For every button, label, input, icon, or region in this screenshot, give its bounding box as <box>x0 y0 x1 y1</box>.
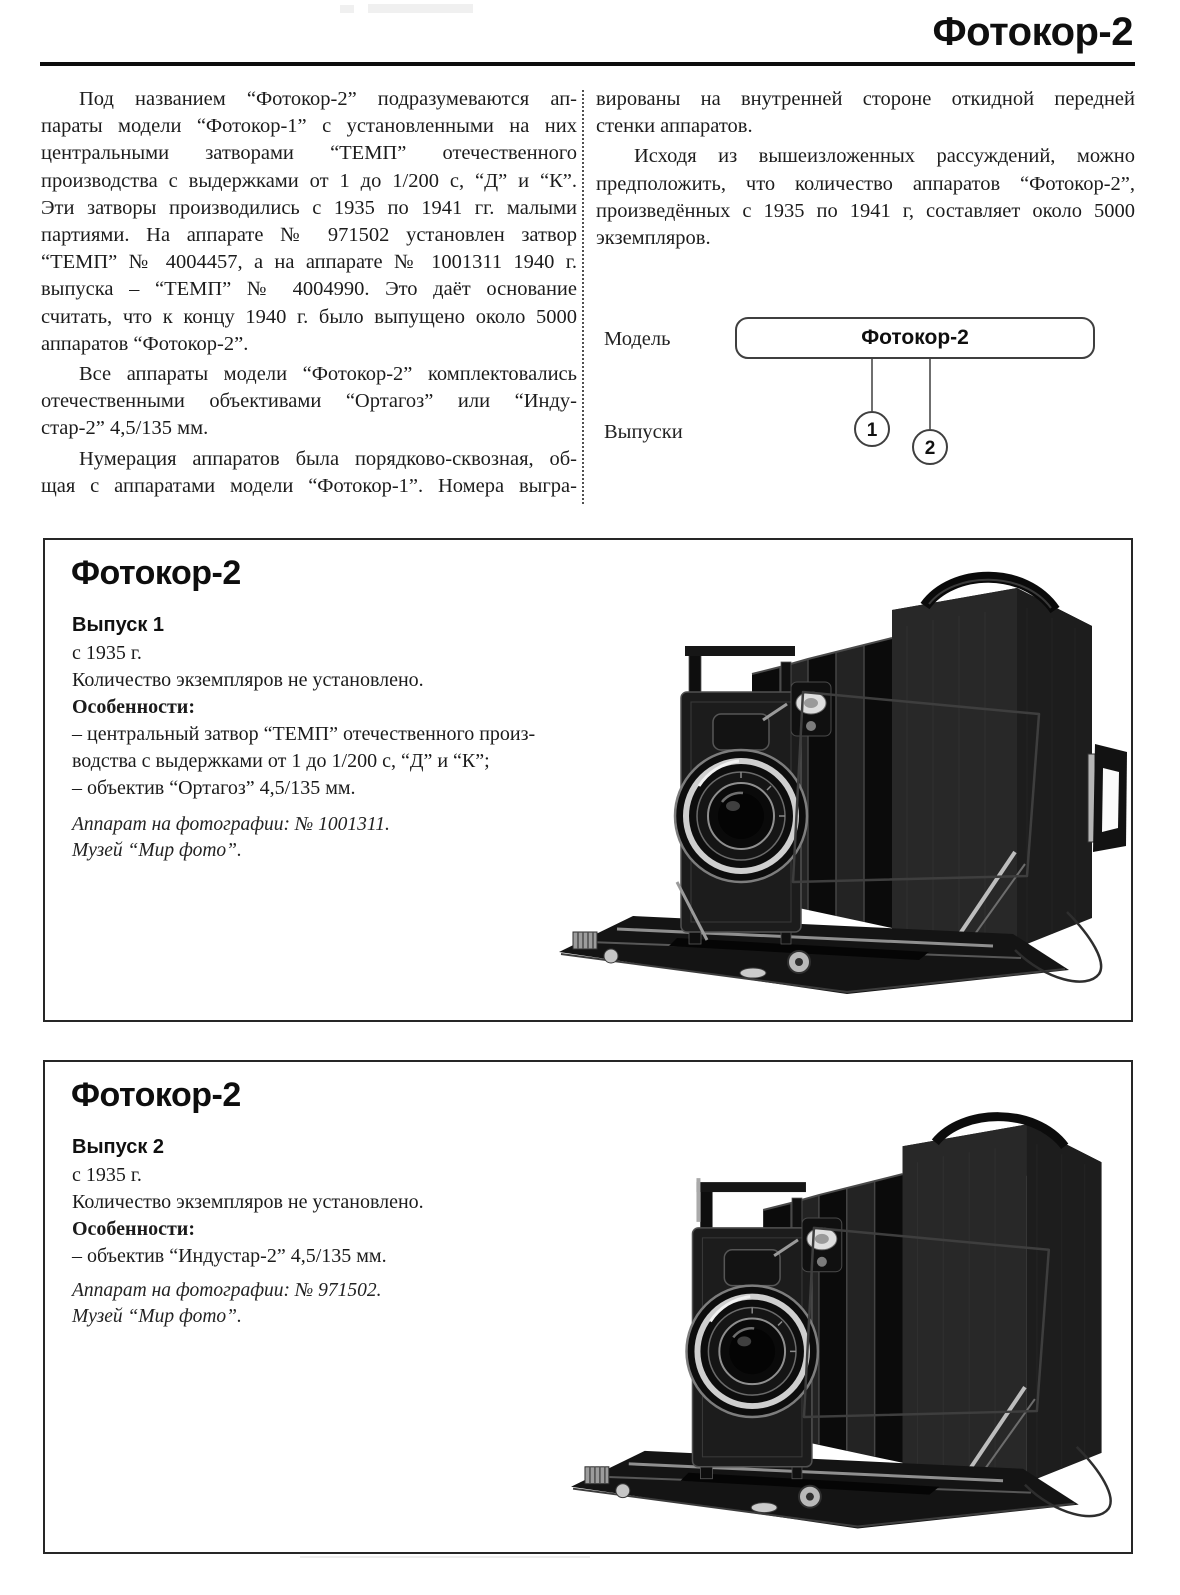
paragraph <box>596 143 1135 252</box>
caption-line: Музей “Мир фото”. <box>72 1306 242 1327</box>
feature-line: – центральный затвор “ТЕМП” отечественного произ- <box>72 723 536 745</box>
text-line: отечественными объективами “Ортагоз” или “Инду- <box>41 390 577 413</box>
article-right-column <box>596 86 1135 255</box>
text-line: стенки аппаратов. <box>596 115 753 138</box>
feature-line: водства с выдержками от 1 до 1/200 с, “Д” и “К”; <box>72 750 490 772</box>
text-line: щая с аппаратами модели “Фотокор-1”. Номера выгра- <box>41 474 577 497</box>
camera-photo-2 <box>563 1070 1129 1546</box>
text-line: аппаратов “Фотокор-2”. <box>41 332 249 355</box>
column-divider <box>582 90 584 504</box>
issue-subtitle: Выпуск 2 <box>72 1136 165 1158</box>
issue-subtitle: Выпуск 1 <box>72 614 165 636</box>
text-line: производства с выдержками от 1 до 1/200 с, “Д” и “К”. <box>41 169 577 192</box>
text-line: центральными затворами “ТЕМП” отечественного <box>41 142 577 165</box>
text-line: считать, что к концу 1940 г. было выпущено около 5000 <box>41 305 577 328</box>
box-title: Фотокор-2 <box>71 554 241 592</box>
text-line: вированы на внутренней стороне откидной передней <box>596 88 1135 110</box>
box-title: Фотокор-2 <box>71 1076 241 1114</box>
scan-smudge <box>340 5 354 13</box>
camera-photo-1 <box>547 546 1127 1012</box>
paragraph <box>41 446 577 500</box>
scan-smudge <box>300 1556 590 1558</box>
paragraph <box>41 86 577 358</box>
features-label: Особенности: <box>72 1218 195 1240</box>
feature-line: – объектив “Ортагоз” 4,5/135 мм. <box>72 777 356 799</box>
text-line: Все аппараты модели “Фотокор-2” комплектовались <box>79 363 577 386</box>
spec-line: с 1935 г. <box>72 1164 142 1186</box>
text-line: Нумерация аппаратов была порядково-сквозная, об- <box>79 447 577 470</box>
text-line: произведённых с 1935 по 1941 г, составляет около 5000 <box>596 199 1135 222</box>
text-line: выпуска – “ТЕМП” № 4004990. Это даёт основание <box>41 278 577 301</box>
text-line: стар-2” 4,5/135 мм. <box>41 417 209 440</box>
camera-brilliant-finder <box>802 1218 842 1272</box>
issue-number-1: 1 <box>866 420 878 441</box>
box-body <box>72 1162 550 1270</box>
text-line: Под названием “Фотокор-2” подразумеваются ап- <box>79 88 577 110</box>
text-line: экземпляров. <box>596 227 711 250</box>
caption-line: Аппарат на фотографии: № 971502. <box>72 1280 382 1301</box>
text-line: параты модели “Фотокор-1” с установленными на них <box>41 115 577 138</box>
caption-line: Музей “Мир фото”. <box>72 840 242 861</box>
text-line: “ТЕМП” № 4004457, а на аппарате № 1001311 1940 г. <box>41 251 577 274</box>
spec-line: Количество экземпляров не установлено. <box>72 669 424 691</box>
page-title: Фотокор-2 <box>932 10 1133 54</box>
diagram-connectors <box>585 295 1135 485</box>
text-line: Исходя из вышеизложенных рассуждений, можно <box>634 145 1135 168</box>
issue-box-1 <box>43 538 1133 1022</box>
camera-plate-holder <box>1088 744 1127 852</box>
caption-line: Аппарат на фотографии: № 1001311. <box>72 814 390 835</box>
text-line: предположить, что количество аппаратов “Фотокор-2”, <box>596 172 1135 195</box>
paragraph <box>41 361 577 443</box>
header-rule <box>40 62 1135 66</box>
camera-brilliant-finder <box>791 682 831 736</box>
feature-line: – объектив “Индустар-2” 4,5/135 мм. <box>72 1245 387 1267</box>
scan-smudge <box>368 4 473 13</box>
photo-caption <box>72 1278 550 1330</box>
model-box: Фотокор-2 <box>735 317 1095 359</box>
issues-label: Выпуски <box>604 421 683 443</box>
paragraph <box>596 86 1135 140</box>
spec-line: с 1935 г. <box>72 642 142 664</box>
spec-line: Количество экземпляров не установлено. <box>72 1191 424 1213</box>
article-left-column <box>41 86 577 503</box>
camera-body <box>903 1117 1102 1497</box>
issue-number-2: 2 <box>924 438 936 459</box>
issue-box-2 <box>43 1060 1133 1554</box>
box-body <box>72 640 550 802</box>
photo-caption <box>72 812 550 864</box>
text-line: Эти затворы производились с 1935 по 1941 гг. малыми <box>41 196 577 219</box>
features-label: Особенности: <box>72 696 195 718</box>
text-line: партиями. На аппарате № 971502 установлен затвор <box>41 224 577 247</box>
camera-body <box>892 577 1092 962</box>
model-label: Модель <box>604 328 671 350</box>
